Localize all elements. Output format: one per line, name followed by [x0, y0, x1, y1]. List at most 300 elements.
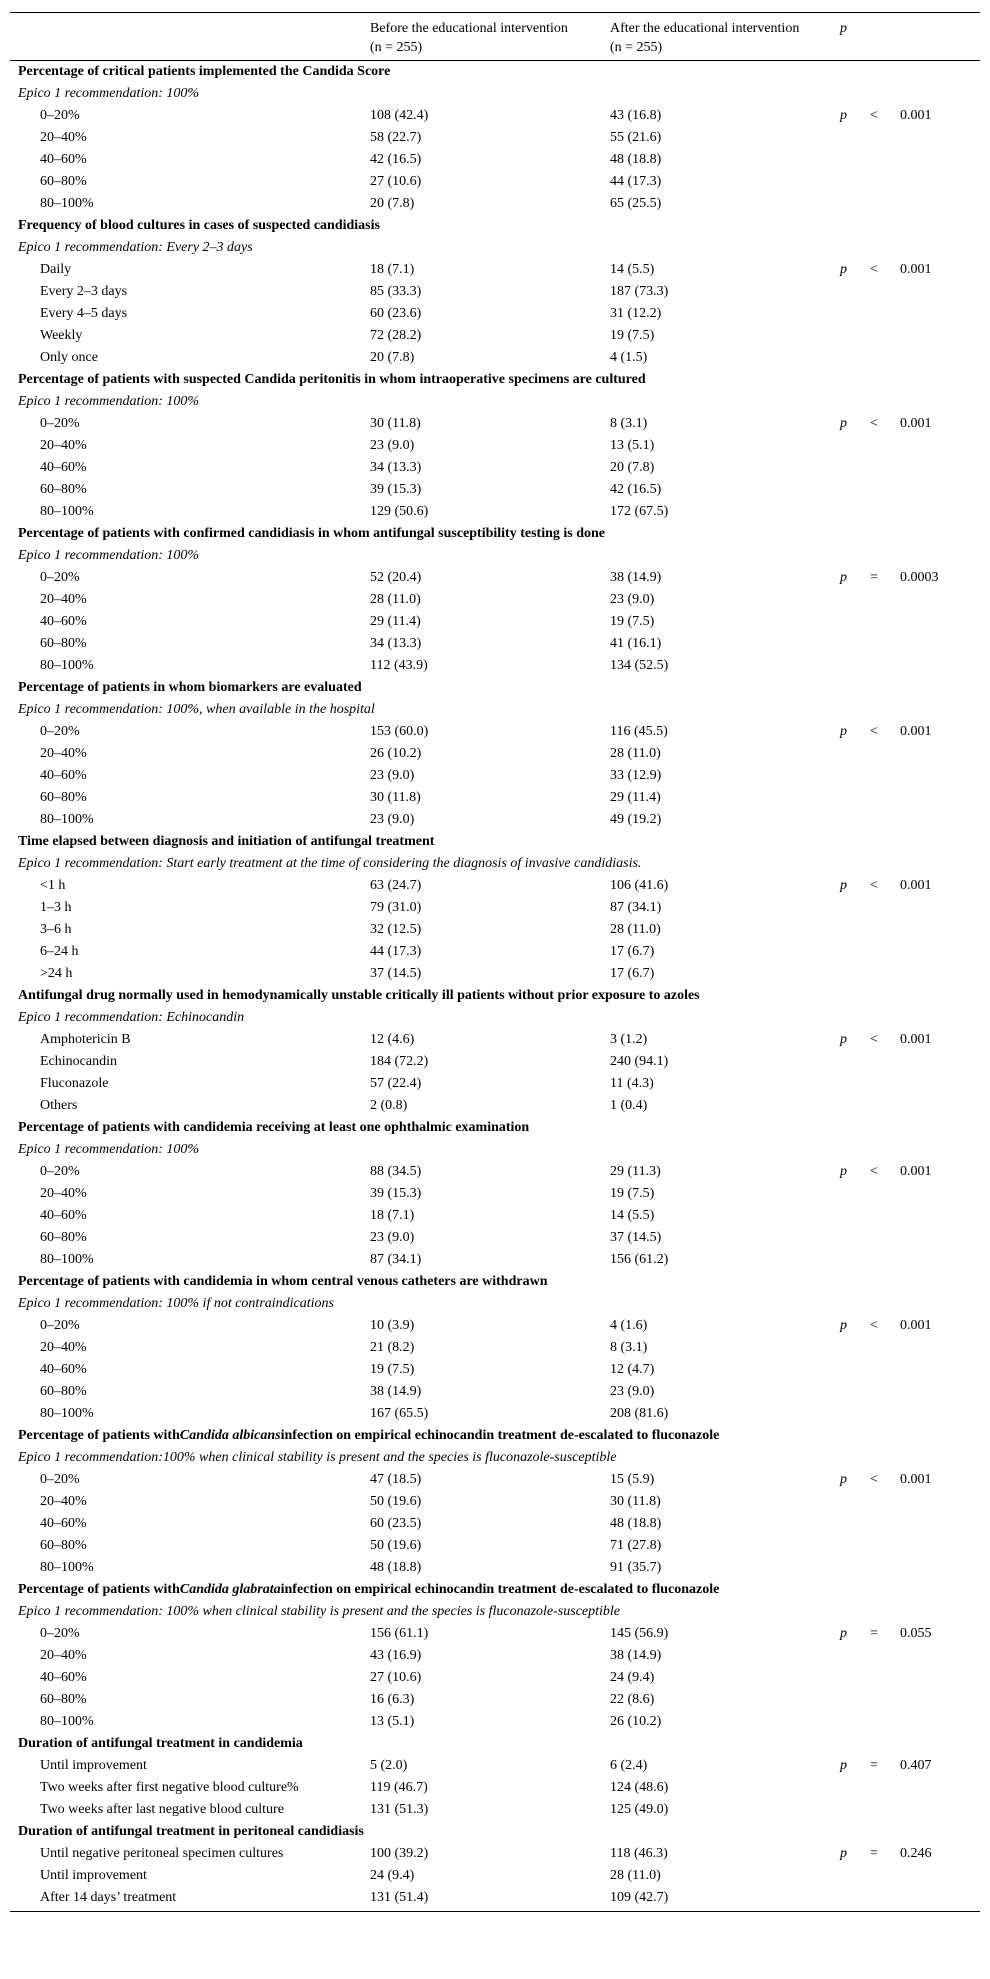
table-row	[10, 193, 980, 215]
p-value: 0.001	[900, 724, 932, 739]
row-before-value: 63 (24.7)	[370, 878, 422, 893]
row-before-value: 52 (20.4)	[370, 570, 422, 585]
row-p-cell	[840, 743, 980, 765]
row-p-cell	[840, 1799, 980, 1821]
p-value-cell	[840, 1315, 980, 1337]
row-before-value: 167 (65.5)	[370, 1406, 429, 1421]
table-row	[10, 457, 980, 479]
row-after-value: 134 (52.5)	[610, 658, 669, 673]
p-symbol: p	[840, 1164, 847, 1179]
p-symbol: p	[840, 1318, 847, 1333]
row-before-value: 153 (60.0)	[370, 724, 429, 739]
row-before-value: 108 (42.4)	[370, 108, 429, 123]
row-before-value: 44 (17.3)	[370, 944, 422, 959]
p-value: 0.001	[900, 262, 932, 277]
row-after-value: 29 (11.3)	[610, 1164, 661, 1179]
row-before-value: 18 (7.1)	[370, 1208, 415, 1223]
row-label: 80–100%	[40, 1714, 94, 1729]
section-recommendation: Epico 1 recommendation: Every 2–3 days	[18, 240, 253, 255]
row-label: 60–80%	[40, 1538, 87, 1553]
row-p-cell	[840, 1755, 980, 1777]
row-after-value: 6 (2.4)	[610, 1758, 648, 1773]
row-after-value: 187 (73.3)	[610, 284, 669, 299]
row-label: 60–80%	[40, 636, 87, 651]
p-value: 0.001	[900, 1472, 932, 1487]
row-p-cell	[840, 1249, 980, 1271]
row-before-value: 39 (15.3)	[370, 482, 422, 497]
row-before-value: 39 (15.3)	[370, 1186, 422, 1201]
row-before-value: 112 (43.9)	[370, 658, 428, 673]
table-body	[10, 61, 980, 1909]
row-label: 40–60%	[40, 1670, 87, 1685]
p-operator: =	[870, 1846, 878, 1861]
row-before-value: 23 (9.0)	[370, 438, 415, 453]
table-row	[10, 281, 980, 303]
row-after-value: 23 (9.0)	[610, 1384, 655, 1399]
p-value-cell	[840, 875, 980, 897]
table-row	[10, 435, 980, 457]
row-after-value: 42 (16.5)	[610, 482, 662, 497]
p-value-cell	[840, 1843, 980, 1865]
section-title: Frequency of blood cultures in cases of suspected candidiasis	[18, 218, 380, 233]
table-row	[10, 941, 980, 963]
section-title: Antifungal drug normally used in hemodynamically unstable critically ill patients without prior exposure to azoles	[18, 988, 700, 1003]
p-operator: <	[870, 1164, 878, 1179]
section-title: Percentage of patients with candidemia in whom central venous catheters are withdrawn	[18, 1274, 548, 1289]
row-before-value: 87 (34.1)	[370, 1252, 422, 1267]
row-p-cell	[840, 281, 980, 303]
row-p-cell	[840, 413, 980, 435]
row-p-cell	[840, 1513, 980, 1535]
row-after-value: 23 (9.0)	[610, 592, 655, 607]
table-row	[10, 347, 980, 369]
row-p-cell	[840, 721, 980, 743]
row-p-cell	[840, 941, 980, 963]
row-p-cell	[840, 325, 980, 347]
row-before-value: 88 (34.5)	[370, 1164, 422, 1179]
row-after-value: 29 (11.4)	[610, 790, 661, 805]
row-after-value: 11 (4.3)	[610, 1076, 654, 1091]
header-before-n: (n = 255)	[370, 40, 423, 55]
table-row	[10, 655, 980, 677]
row-before-value: 60 (23.6)	[370, 306, 422, 321]
row-before-value: 47 (18.5)	[370, 1472, 422, 1487]
row-p-cell	[840, 435, 980, 457]
row-before-value: 60 (23.5)	[370, 1516, 422, 1531]
section-title	[10, 1579, 980, 1601]
table-row	[10, 149, 980, 171]
row-after-value: 12 (4.7)	[610, 1362, 655, 1377]
row-p-cell	[840, 1227, 980, 1249]
row-label: Only once	[40, 350, 98, 365]
row-after-value: 1 (0.4)	[610, 1098, 648, 1113]
table-row	[10, 1711, 980, 1733]
row-before-value: 12 (4.6)	[370, 1032, 415, 1047]
table-row	[10, 919, 980, 941]
row-p-cell	[840, 149, 980, 171]
row-label: 3–6 h	[40, 922, 72, 937]
row-before-value: 57 (22.4)	[370, 1076, 422, 1091]
row-label: 80–100%	[40, 1560, 94, 1575]
row-before-value: 23 (9.0)	[370, 1230, 415, 1245]
row-before-value: 131 (51.4)	[370, 1890, 429, 1905]
row-p-cell	[840, 171, 980, 193]
row-after-value: 48 (18.8)	[610, 152, 662, 167]
row-before-value: 72 (28.2)	[370, 328, 422, 343]
row-before-value: 29 (11.4)	[370, 614, 421, 629]
row-label: Fluconazole	[40, 1076, 109, 1091]
row-p-cell	[840, 1205, 980, 1227]
row-label: After 14 days’ treatment	[40, 1890, 177, 1905]
row-label: 0–20%	[40, 108, 80, 123]
p-symbol: p	[840, 1758, 847, 1773]
row-p-cell	[840, 1667, 980, 1689]
row-label: 40–60%	[40, 614, 87, 629]
row-after-value: 49 (19.2)	[610, 812, 662, 827]
row-after-value: 106 (41.6)	[610, 878, 669, 893]
row-label: 80–100%	[40, 196, 94, 211]
p-value: 0.001	[900, 108, 932, 123]
row-label: 60–80%	[40, 482, 87, 497]
row-label: Every 4–5 days	[40, 306, 128, 321]
header-before-title: Before the educational intervention	[370, 21, 568, 36]
row-p-cell	[840, 1029, 980, 1051]
row-label: Two weeks after last negative blood culture	[40, 1802, 284, 1817]
row-after-value: 48 (18.8)	[610, 1516, 662, 1531]
row-label: Until improvement	[40, 1758, 147, 1773]
table-row	[10, 479, 980, 501]
row-label: Daily	[40, 262, 72, 277]
row-before-value: 24 (9.4)	[370, 1868, 415, 1883]
row-p-cell	[840, 633, 980, 655]
row-p-cell	[840, 1095, 980, 1117]
section-recommendation: Epico 1 recommendation: 100% when clinical stability is present and the species is fluconazole-susceptible	[18, 1604, 621, 1619]
row-after-value: 20 (7.8)	[610, 460, 655, 475]
row-before-value: 34 (13.3)	[370, 636, 422, 651]
row-p-cell	[840, 1535, 980, 1557]
row-after-value: 28 (11.0)	[610, 922, 661, 937]
row-after-value: 30 (11.8)	[610, 1494, 661, 1509]
row-before-value: 23 (9.0)	[370, 768, 415, 783]
header-after-n: (n = 255)	[610, 40, 663, 55]
p-value-cell	[840, 413, 980, 435]
row-p-cell	[840, 457, 980, 479]
row-after-value: 65 (25.5)	[610, 196, 662, 211]
table-row	[10, 303, 980, 325]
table-header	[10, 13, 980, 60]
row-after-value: 17 (6.7)	[610, 944, 655, 959]
row-label: 40–60%	[40, 1362, 87, 1377]
row-label: >24 h	[40, 966, 73, 981]
table-row	[10, 1073, 980, 1095]
row-label: 80–100%	[40, 504, 94, 519]
row-label: 60–80%	[40, 1692, 87, 1707]
table-row	[10, 1029, 980, 1051]
row-p-cell	[840, 1865, 980, 1887]
section-title-species: Candida albicans	[179, 1428, 281, 1443]
row-p-cell	[840, 611, 980, 633]
row-label: 80–100%	[40, 658, 94, 673]
section-recommendation: Epico 1 recommendation: 100%	[18, 86, 200, 101]
row-after-value: 172 (67.5)	[610, 504, 669, 519]
table-row	[10, 259, 980, 281]
row-label: 20–40%	[40, 130, 87, 145]
row-after-value: 8 (3.1)	[610, 1340, 648, 1355]
p-value: 0.407	[900, 1758, 932, 1773]
row-p-cell	[840, 1403, 980, 1425]
section-title-species: Candida glabrata	[179, 1582, 281, 1597]
table-bottom-rule	[10, 1911, 980, 1912]
table-row	[10, 875, 980, 897]
p-value: 0.0003	[900, 570, 939, 585]
p-symbol: p	[840, 1472, 847, 1487]
row-p-cell	[840, 1337, 980, 1359]
table-row	[10, 787, 980, 809]
row-label: 20–40%	[40, 1340, 87, 1355]
row-p-cell	[840, 127, 980, 149]
row-after-value: 19 (7.5)	[610, 328, 655, 343]
p-value: 0.246	[900, 1846, 932, 1861]
section-recommendation: Epico 1 recommendation:100% when clinical stability is present and the species is fluconazole-susceptible	[18, 1450, 617, 1465]
row-p-cell	[840, 501, 980, 523]
p-value-cell	[840, 1623, 980, 1645]
table-row	[10, 1315, 980, 1337]
table-row	[10, 1513, 980, 1535]
table-row	[10, 1227, 980, 1249]
section-title: Time elapsed between diagnosis and initiation of antifungal treatment	[18, 834, 435, 849]
row-before-value: 42 (16.5)	[370, 152, 422, 167]
row-before-value: 5 (2.0)	[370, 1758, 408, 1773]
section-title: Percentage of patients in whom biomarkers are evaluated	[18, 680, 362, 695]
row-before-value: 16 (6.3)	[370, 1692, 415, 1707]
row-label: 6–24 h	[40, 944, 79, 959]
row-p-cell	[840, 875, 980, 897]
row-before-value: 27 (10.6)	[370, 1670, 422, 1685]
p-symbol: p	[840, 416, 847, 431]
row-before-value: 21 (8.2)	[370, 1340, 415, 1355]
p-operator: <	[870, 1472, 878, 1487]
row-after-value: 41 (16.1)	[610, 636, 662, 651]
row-p-cell	[840, 1557, 980, 1579]
row-before-value: 28 (11.0)	[370, 592, 421, 607]
row-label: 20–40%	[40, 1186, 87, 1201]
section-title	[10, 1425, 980, 1447]
row-before-value: 34 (13.3)	[370, 460, 422, 475]
section-title: Duration of antifungal treatment in peritoneal candidiasis	[18, 1824, 364, 1839]
row-after-value: 38 (14.9)	[610, 570, 662, 585]
p-symbol: p	[840, 1626, 847, 1641]
table-row	[10, 325, 980, 347]
row-after-value: 71 (27.8)	[610, 1538, 662, 1553]
row-label: 0–20%	[40, 416, 80, 431]
row-p-cell	[840, 809, 980, 831]
p-value: 0.001	[900, 1164, 932, 1179]
row-label: 40–60%	[40, 460, 87, 475]
section-title: Percentage of patients with confirmed candidiasis in whom antifungal susceptibility testing is done	[18, 526, 605, 541]
table-row	[10, 611, 980, 633]
row-after-value: 26 (10.2)	[610, 1714, 662, 1729]
p-value-cell	[840, 567, 980, 589]
table-row	[10, 413, 980, 435]
table-row	[10, 589, 980, 611]
row-after-value: 156 (61.2)	[610, 1252, 669, 1267]
section-title: Percentage of critical patients implemented the Candida Score	[18, 64, 391, 79]
row-p-cell	[840, 1623, 980, 1645]
row-before-value: 13 (5.1)	[370, 1714, 415, 1729]
row-label: 0–20%	[40, 1318, 80, 1333]
section-recommendation: Epico 1 recommendation: 100%	[18, 394, 200, 409]
p-value: 0.001	[900, 1318, 932, 1333]
row-label: 60–80%	[40, 174, 87, 189]
table-row	[10, 1205, 980, 1227]
table-row	[10, 1095, 980, 1117]
row-label: 60–80%	[40, 1384, 87, 1399]
table-row	[10, 1359, 980, 1381]
table-row	[10, 1403, 980, 1425]
results-table	[10, 0, 980, 1912]
p-operator: <	[870, 108, 878, 123]
table-row	[10, 897, 980, 919]
row-label: <1 h	[40, 878, 66, 893]
row-label: 20–40%	[40, 746, 87, 761]
row-after-value: 14 (5.5)	[610, 1208, 655, 1223]
row-label: 60–80%	[40, 1230, 87, 1245]
p-operator: =	[870, 570, 878, 585]
row-label: 40–60%	[40, 1208, 87, 1223]
row-after-value: 87 (34.1)	[610, 900, 662, 915]
row-label: Echinocandin	[40, 1054, 117, 1069]
table-row	[10, 1535, 980, 1557]
section-recommendation: Epico 1 recommendation: Start early treatment at the time of considering the diagnosis of invasive candidiasis.	[18, 856, 642, 871]
row-p-cell	[840, 919, 980, 941]
row-after-value: 28 (11.0)	[610, 1868, 661, 1883]
row-after-value: 28 (11.0)	[610, 746, 661, 761]
section-title-pre: Percentage of patients with	[18, 1582, 180, 1597]
row-p-cell	[840, 897, 980, 919]
row-before-value: 30 (11.8)	[370, 790, 421, 805]
row-after-value: 3 (1.2)	[610, 1032, 648, 1047]
row-label: 0–20%	[40, 724, 80, 739]
row-after-value: 22 (8.6)	[610, 1692, 655, 1707]
p-value-cell	[840, 259, 980, 281]
table-row	[10, 1777, 980, 1799]
row-p-cell	[840, 655, 980, 677]
row-before-value: 184 (72.2)	[370, 1054, 429, 1069]
row-after-value: 145 (56.9)	[610, 1626, 669, 1641]
row-before-value: 100 (39.2)	[370, 1846, 429, 1861]
p-operator: =	[870, 1758, 878, 1773]
row-before-value: 2 (0.8)	[370, 1098, 408, 1113]
row-before-value: 23 (9.0)	[370, 812, 415, 827]
row-p-cell	[840, 1887, 980, 1909]
row-after-value: 24 (9.4)	[610, 1670, 655, 1685]
row-after-value: 116 (45.5)	[610, 724, 668, 739]
table-row	[10, 1557, 980, 1579]
table-row	[10, 1469, 980, 1491]
row-after-value: 125 (49.0)	[610, 1802, 669, 1817]
row-p-cell	[840, 193, 980, 215]
table-row	[10, 171, 980, 193]
section-title-post: infection on empirical echinocandin treatment de-escalated to fluconazole	[280, 1428, 720, 1443]
p-operator: <	[870, 724, 878, 739]
p-operator: <	[870, 262, 878, 277]
row-before-value: 18 (7.1)	[370, 262, 415, 277]
row-after-value: 4 (1.5)	[610, 350, 648, 365]
row-before-value: 129 (50.6)	[370, 504, 429, 519]
table-row	[10, 1161, 980, 1183]
table-row	[10, 501, 980, 523]
row-after-value: 44 (17.3)	[610, 174, 662, 189]
p-operator: <	[870, 416, 878, 431]
row-p-cell	[840, 1161, 980, 1183]
section-recommendation: Epico 1 recommendation: Echinocandin	[18, 1010, 245, 1025]
row-p-cell	[840, 1645, 980, 1667]
row-before-value: 79 (31.0)	[370, 900, 422, 915]
row-before-value: 58 (22.7)	[370, 130, 422, 145]
row-before-value: 32 (12.5)	[370, 922, 422, 937]
row-after-value: 17 (6.7)	[610, 966, 655, 981]
row-after-value: 43 (16.8)	[610, 108, 662, 123]
section-recommendation: Epico 1 recommendation: 100% if not contraindications	[18, 1296, 334, 1311]
p-value: 0.001	[900, 416, 932, 431]
row-p-cell	[840, 567, 980, 589]
row-label: 60–80%	[40, 790, 87, 805]
row-p-cell	[840, 589, 980, 611]
row-p-cell	[840, 1711, 980, 1733]
p-symbol: p	[840, 1032, 847, 1047]
table-row	[10, 633, 980, 655]
table-row	[10, 1249, 980, 1271]
table-row	[10, 1337, 980, 1359]
row-p-cell	[840, 1183, 980, 1205]
section-title-pre: Percentage of patients with	[18, 1428, 180, 1443]
section-recommendation: Epico 1 recommendation: 100%	[18, 1142, 200, 1157]
table-row	[10, 1381, 980, 1403]
table-row	[10, 721, 980, 743]
header-before	[370, 19, 610, 60]
header-after	[610, 19, 840, 60]
table-row	[10, 743, 980, 765]
row-before-value: 48 (18.8)	[370, 1560, 422, 1575]
row-p-cell	[840, 1491, 980, 1513]
section-title-post: infection on empirical echinocandin treatment de-escalated to fluconazole	[280, 1582, 720, 1597]
row-label: 20–40%	[40, 592, 87, 607]
section-recommendation: Epico 1 recommendation: 100%, when available in the hospital	[18, 702, 375, 717]
row-p-cell	[840, 1843, 980, 1865]
p-value-cell	[840, 721, 980, 743]
p-symbol: p	[840, 262, 847, 277]
row-label: 40–60%	[40, 768, 87, 783]
row-p-cell	[840, 1381, 980, 1403]
p-operator: <	[870, 1318, 878, 1333]
row-p-cell	[840, 1689, 980, 1711]
table-row	[10, 1491, 980, 1513]
table-row	[10, 1183, 980, 1205]
table-row	[10, 1865, 980, 1887]
row-before-value: 27 (10.6)	[370, 174, 422, 189]
table-row	[10, 1843, 980, 1865]
p-value-cell	[840, 1469, 980, 1491]
table-row	[10, 1799, 980, 1821]
table-row	[10, 809, 980, 831]
row-after-value: 8 (3.1)	[610, 416, 648, 431]
row-before-value: 119 (46.7)	[370, 1780, 428, 1795]
table-row	[10, 127, 980, 149]
table-row	[10, 963, 980, 985]
row-before-value: 156 (61.1)	[370, 1626, 429, 1641]
row-before-value: 10 (3.9)	[370, 1318, 415, 1333]
row-after-value: 38 (14.9)	[610, 1648, 662, 1663]
